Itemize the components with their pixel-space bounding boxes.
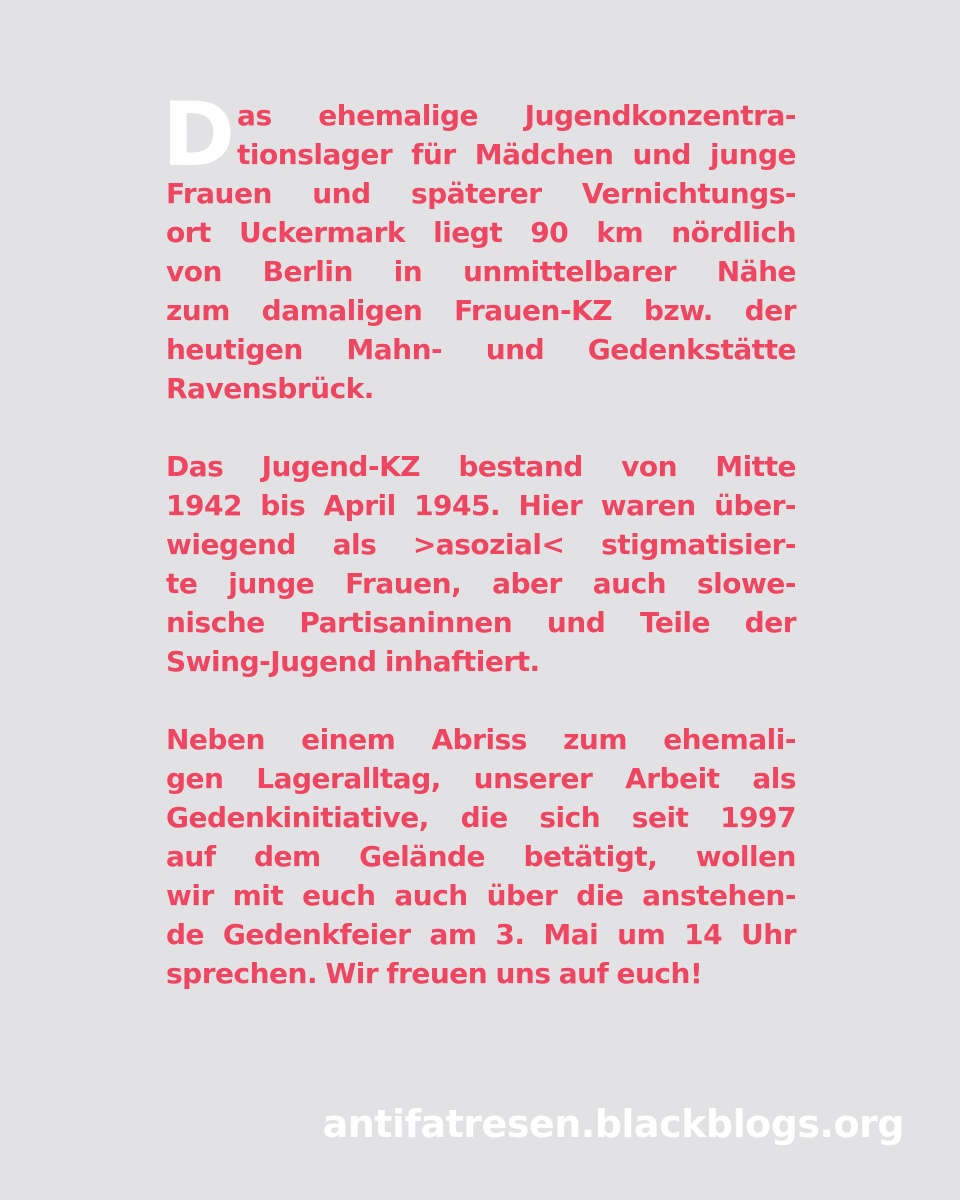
text-line: te junge Frauen, aber auch slowe-: [166, 567, 796, 600]
text-line: wiegend als >asozial< stigmatisier-: [166, 528, 796, 561]
text-line: Das Jugend-KZ bestand von Mitte: [166, 450, 796, 483]
text-line: Gedenkinitiative, die sich seit 1997: [166, 801, 796, 834]
text-line: ort Uckermark liegt 90 km nördlich: [166, 216, 796, 249]
text-line: Ravensbrück.: [166, 372, 374, 405]
text-line: de Gedenkfeier am 3. Mai um 14 Uhr: [166, 918, 796, 951]
text-line: Frauen und späterer Vernichtungs-: [166, 177, 796, 210]
text-line: zum damaligen Frauen-KZ bzw. der: [166, 294, 796, 327]
paragraph-2: [166, 447, 796, 681]
text-line: tionslager für Mädchen und junge: [237, 138, 796, 171]
text-line: as ehemalige Jugendkonzentra-: [237, 99, 796, 132]
paragraph-3: [166, 720, 796, 993]
text-line: Neben einem Abriss zum ehemali-: [166, 723, 796, 756]
text-line: auf dem Gelände betätigt, wollen: [166, 840, 796, 873]
text-line: sprechen. Wir freuen uns auf euch!: [166, 957, 703, 990]
text-line: von Berlin in unmittelbarer Nähe: [166, 255, 796, 288]
footer-url: antifatresen.blackblogs.org: [322, 1102, 904, 1146]
text-line: heutigen Mahn- und Gedenkstätte: [166, 333, 796, 366]
drop-cap: D: [162, 83, 236, 186]
text-line: Swing-Jugend inhaftiert.: [166, 645, 540, 678]
text-line: 1942 bis April 1945. Hier waren über-: [166, 489, 796, 522]
text-line: gen Lageralltag, unserer Arbeit als: [166, 762, 796, 795]
text-line: nische Partisaninnen und Teile der: [166, 606, 796, 639]
paragraph-1: [162, 83, 796, 408]
article-body: [162, 83, 796, 993]
text-line: wir mit euch auch über die anstehen-: [166, 879, 796, 912]
